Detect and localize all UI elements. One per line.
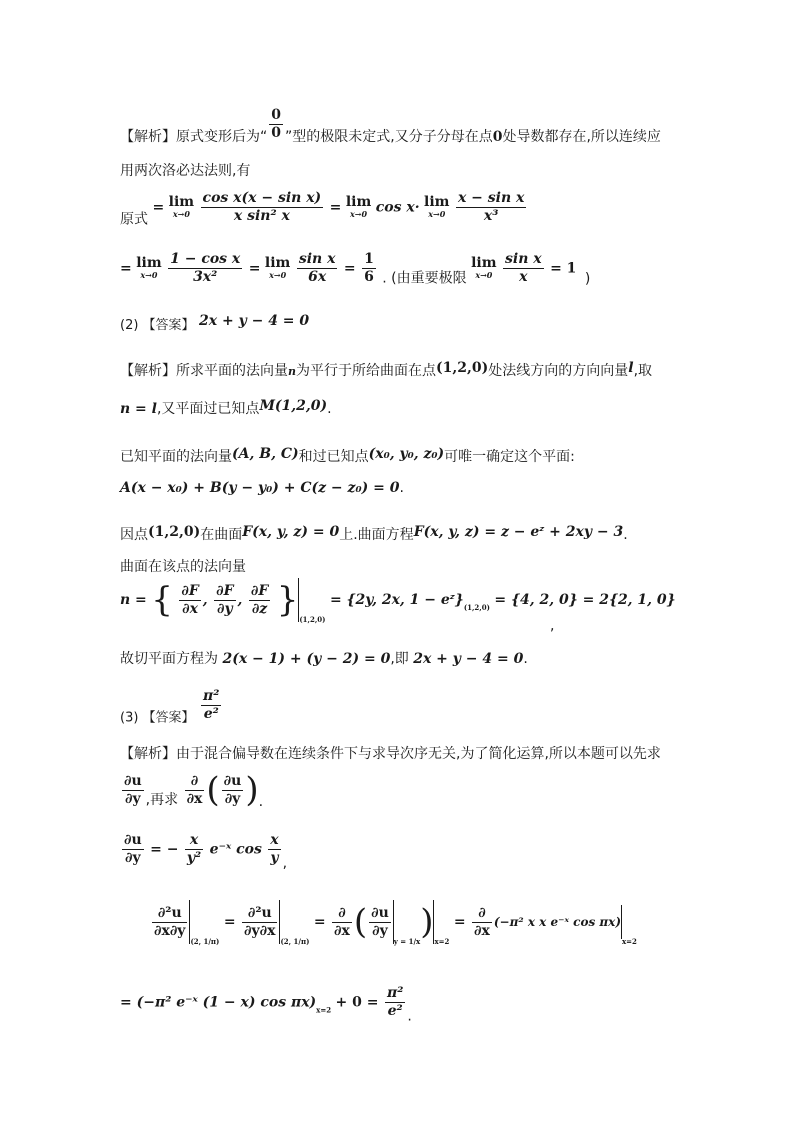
text: ,取 [633, 363, 653, 379]
fraction [472, 905, 492, 940]
limit [168, 193, 195, 220]
num: ∂F [250, 582, 269, 599]
limit [136, 254, 162, 281]
num: cos x(x − sin x) [202, 190, 322, 206]
num: x − sin x [457, 190, 525, 206]
num: ∂F [216, 582, 234, 599]
subscript: (1,2,0) [299, 615, 326, 624]
para-analysis-1-line2: 用两次洛必达法则,有 [120, 163, 251, 179]
num: 1 [364, 251, 374, 267]
fraction [222, 773, 244, 808]
note: . (由重要极限 [382, 270, 467, 287]
fraction [503, 251, 544, 286]
lim-sub: x→0 [140, 269, 158, 280]
den: ∂x [474, 922, 490, 939]
math: M(1,2,0) [259, 398, 328, 414]
num: ∂F [181, 582, 199, 599]
lim-sub: x→0 [475, 269, 493, 280]
text: 【解析】所求平面的法向量 [120, 363, 288, 379]
math: (A, B, C) [232, 446, 299, 462]
text: 处法线方向的方向向量 [488, 363, 629, 379]
den: ∂y [125, 850, 141, 866]
answer-value: 2x + y − 4 = 0 [199, 313, 310, 329]
subscript: (2, 1/π) [280, 937, 310, 946]
lim-sub: x→0 [172, 208, 190, 219]
num: ∂ [472, 905, 492, 923]
math: n = l [120, 401, 157, 417]
text: . [327, 401, 332, 417]
math: (−π² x x e⁻ˣ cos πx) [493, 915, 621, 929]
den: y² [186, 850, 202, 866]
text: ,再求 [145, 792, 179, 808]
den: ∂x [182, 600, 198, 617]
lim: lim [136, 254, 162, 271]
math: = − [150, 841, 179, 858]
text: ”型的极限未定式,又分子分母在点 [285, 129, 493, 145]
den: y [270, 850, 279, 866]
math: (1,2,0) [148, 524, 201, 540]
text: 处导数都存在,所以连续应 [502, 129, 661, 145]
subscript: x=2 [316, 1005, 332, 1015]
math: e⁻ˣ cos [209, 841, 262, 858]
paren: ( [353, 902, 368, 942]
partial-u-y-equation [120, 832, 287, 872]
answer-label: (2) 【答案】 [120, 318, 195, 333]
fraction [201, 190, 324, 225]
den: e² [203, 706, 219, 722]
label: 原式 [120, 211, 148, 228]
text: . [258, 794, 264, 810]
num: ∂u [223, 772, 242, 789]
answer-3 [120, 688, 223, 726]
para-analysis-2 [120, 360, 652, 380]
num: sin x [298, 251, 336, 267]
answer-label: (3) 【答案】 [120, 710, 195, 726]
den: ∂x [334, 922, 350, 939]
lim: lim [264, 254, 291, 271]
num: sin x [505, 251, 542, 267]
num: ∂²u [242, 905, 277, 923]
den: ∂x∂y [154, 922, 186, 939]
eq: = [343, 260, 356, 277]
den: ∂x [186, 790, 203, 807]
num: ∂u [371, 904, 389, 921]
num: 1 − cos x [170, 251, 241, 267]
den: x sin² x [233, 208, 290, 224]
num: ∂ [332, 905, 352, 923]
fraction [152, 905, 187, 940]
subscript: (1,2,0) [463, 603, 490, 612]
para-plane [120, 446, 575, 466]
den: x³ [483, 208, 499, 224]
eq: = [120, 260, 132, 277]
para-analysis-1 [120, 107, 661, 146]
text: . [399, 480, 404, 496]
para-analysis-2-line2 [120, 398, 332, 418]
normal-vector-equation: n = { $\frac{\partial F}{\partial x}$ , $\frac{\partial F}{\partial y}$ , $\frac{\partial F}{\partial z}$ }$_{(1,2,0)} = \{2y$, 2x, $1 - eᶻ\}_{(1,2,0)} = \{4$, 2, 0} = 2{2, 1, 0} [120, 580, 676, 624]
para-analysis-3: 【解析】由于混合偏导数在连续条件下与求导次序无关,为了简化运算,所以本题可以先求 [120, 746, 661, 762]
den: ∂y∂x [244, 922, 276, 939]
eq: = [453, 914, 466, 930]
eq: = [313, 914, 326, 930]
eval-bar [621, 905, 622, 939]
subscript: (2, 1/π) [190, 937, 220, 946]
fraction [332, 905, 352, 940]
fraction [249, 583, 270, 618]
eq: = [248, 260, 261, 277]
eq: = [152, 199, 165, 216]
math: F(x, y, z) = z − eᶻ + 2xy − 3 [413, 524, 624, 540]
fraction [185, 832, 203, 867]
lim-sub: x→0 [350, 208, 368, 219]
num: x [185, 832, 203, 850]
text: 可唯一确定这个平面: [444, 449, 575, 465]
eq: = [329, 199, 342, 216]
fraction [362, 251, 376, 286]
math: 2x + y − 4 = 0 [413, 651, 524, 667]
math: = 1 [550, 260, 577, 277]
math: + 0 = [335, 994, 379, 1011]
math: = {4, 2, 0} = 2{2, 1, 0} [494, 592, 676, 608]
para-analysis-3-line2 [120, 770, 263, 810]
math: cos x· [375, 199, 420, 216]
para-surface-line2: 曲面在该点的法向量 [120, 559, 246, 575]
den: 6 [364, 269, 374, 285]
para-tangent-plane [120, 648, 528, 668]
math: = {2y, 2x, 1 − eᶻ} [329, 592, 464, 608]
text: 上.曲面方程 [339, 527, 414, 543]
math: 0 [492, 129, 503, 145]
final-result-equation [120, 985, 412, 1025]
num: ∂ [185, 773, 205, 791]
num: ∂u [124, 832, 142, 848]
text: , [282, 855, 288, 872]
fraction [122, 832, 144, 867]
num: x [270, 832, 279, 848]
text: ,即 [390, 651, 409, 667]
num: 0 [271, 107, 282, 123]
lim: lim [345, 193, 372, 210]
math: F(x, y, z) = 0 [242, 524, 340, 540]
text: ,又平面过已知点 [156, 401, 260, 417]
math: l [628, 360, 634, 376]
text: . [623, 527, 628, 543]
brace: } [276, 580, 299, 620]
fraction [456, 190, 526, 225]
equation-2 [120, 251, 590, 288]
subscript: x=2 [622, 937, 637, 946]
answer-value [201, 688, 221, 723]
text: 和过已知点 [298, 449, 369, 465]
lim-sub: x→0 [269, 269, 287, 280]
lim-sub: x→0 [428, 208, 446, 219]
note: ) [584, 270, 591, 287]
lim: lim [168, 193, 195, 210]
text: 在曲面 [200, 527, 243, 543]
fraction [385, 985, 405, 1020]
num: ∂u [124, 772, 142, 789]
text: 故切平面方程为 [120, 651, 218, 667]
para-surface [120, 524, 628, 544]
paren: ) [420, 902, 434, 942]
paren: ) [245, 770, 259, 810]
text: . [523, 651, 528, 667]
text: . [407, 1008, 412, 1025]
fraction [369, 905, 391, 940]
math: n [288, 365, 296, 378]
text: 【解析】原式变形后为“ [120, 129, 268, 145]
den: ∂z [251, 600, 268, 617]
brace: { [151, 580, 173, 620]
subscript: y = 1/x [393, 937, 421, 946]
lim: lim [424, 193, 450, 210]
limit [264, 254, 291, 281]
answer-2 [120, 313, 309, 333]
limit [471, 254, 497, 281]
limit [345, 193, 372, 220]
eq: = [223, 914, 236, 930]
fraction [214, 583, 235, 618]
den: ∂y [372, 922, 388, 939]
zero-over-zero [269, 107, 283, 142]
den: e² [387, 1003, 403, 1019]
den: x [519, 269, 528, 285]
text: 因点 [120, 527, 148, 543]
fraction [179, 583, 200, 618]
den: 6x [308, 269, 327, 285]
fraction [297, 251, 338, 286]
math: (1,2,0) [436, 360, 489, 376]
math: (x₀, y₀, z₀) [368, 446, 445, 462]
math: n = [120, 592, 147, 608]
math: 2(x − 1) + (y − 2) = 0 [222, 651, 391, 667]
paren: ( [206, 770, 220, 810]
den: ∂y [125, 790, 141, 807]
limit [424, 193, 450, 220]
subscript: x=2 [434, 937, 450, 946]
lim: lim [471, 254, 497, 271]
fraction [122, 773, 144, 808]
math: = (−π² e⁻ˣ (1 − x) cos πx) [120, 994, 317, 1011]
text: 为平行于所给曲面在点 [296, 363, 436, 379]
num: ∂²u [152, 905, 187, 923]
plane-equation [120, 480, 404, 496]
den: ∂y [216, 600, 233, 617]
den: 0 [271, 125, 282, 141]
comma: , [550, 618, 555, 634]
mixed-partial-equation [150, 900, 637, 946]
equation-1 [120, 190, 528, 229]
fraction [268, 832, 280, 867]
den: 3x² [193, 269, 218, 285]
math: A(x − x₀) + B(y − y₀) + C(z − z₀) = 0 [120, 480, 400, 496]
fraction [185, 773, 205, 808]
num: π² [386, 985, 404, 1001]
fraction [168, 251, 242, 286]
den: ∂y [224, 790, 241, 807]
text: 已知平面的法向量 [120, 449, 232, 465]
fraction [242, 905, 277, 940]
num: π² [203, 688, 220, 704]
